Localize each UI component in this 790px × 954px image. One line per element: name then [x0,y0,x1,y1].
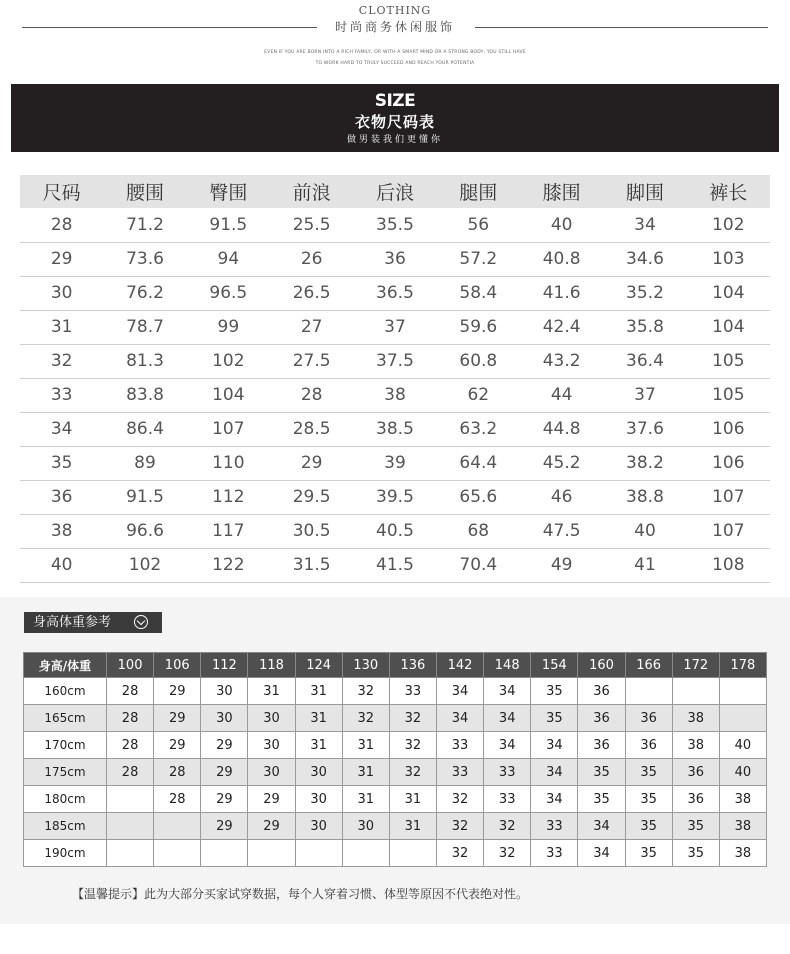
table-cell: 37.6 [603,412,686,446]
table-cell: 34 [20,412,103,446]
table-cell: 28 [107,705,154,732]
table-cell: 40.5 [353,514,436,548]
table-cell: 37 [603,378,686,412]
brand-title: CLOTHING [358,4,432,17]
subtitle-row [0,18,790,36]
table-cell: 31 [389,786,436,813]
size-col-header: 前浪 [270,175,353,208]
size-col-header: 后浪 [353,175,436,208]
table-cell: 36 [672,759,719,786]
warm-tip: 【温馨提示】此为大部分买家试穿数据，每个人穿着习惯、体型等原因不代表绝对性。 [72,887,529,901]
table-cell: 34 [531,732,578,759]
table-cell: 38 [20,514,103,548]
table-cell: 35 [531,678,578,705]
table-cell: 29 [201,813,248,840]
table-cell: 91.5 [187,208,270,242]
table-cell: 43.2 [520,344,603,378]
table-cell: 103 [687,242,770,276]
table-cell: 31 [295,678,342,705]
table-cell: 107 [687,514,770,548]
table-cell: 41 [603,548,686,582]
hw-table-body [24,678,767,867]
table-cell: 44 [520,378,603,412]
table-cell [672,678,719,705]
table-cell: 30 [295,813,342,840]
table-cell: 38 [719,786,766,813]
table-cell: 68 [437,514,520,548]
table-cell: 27 [270,310,353,344]
table-cell: 34 [484,705,531,732]
table-cell: 39 [353,446,436,480]
table-cell: 31 [342,786,389,813]
table-cell [154,840,201,867]
table-cell: 104 [687,276,770,310]
height-row-header: 185cm [24,813,107,840]
table-cell: 25.5 [270,208,353,242]
table-cell: 76.2 [103,276,186,310]
banner-title: 衣物尺码表 [354,113,435,131]
table-cell: 29 [201,786,248,813]
table-cell: 107 [187,412,270,446]
size-table-body [20,208,770,582]
table-cell: 70.4 [437,548,520,582]
table-row [24,705,767,732]
size-table-header-row [20,175,770,208]
table-cell [248,840,295,867]
table-cell: 28.5 [270,412,353,446]
size-col-header: 腿围 [437,175,520,208]
table-row [20,480,770,514]
table-cell: 33 [484,759,531,786]
table-cell: 36 [578,732,625,759]
table-cell: 62 [437,378,520,412]
table-cell: 36 [20,480,103,514]
table-cell: 26.5 [270,276,353,310]
reference-label: 身高体重参考 [33,615,112,630]
table-cell: 30 [201,705,248,732]
table-cell: 32 [389,732,436,759]
table-row [24,732,767,759]
table-cell: 32 [436,786,483,813]
table-cell: 35 [625,759,672,786]
table-cell: 32 [436,813,483,840]
table-cell: 36 [625,705,672,732]
table-cell: 29.5 [270,480,353,514]
table-cell: 35 [531,705,578,732]
height-row-header: 165cm [24,705,107,732]
table-cell: 33 [531,840,578,867]
table-row [20,208,770,242]
table-cell: 40 [719,759,766,786]
height-weight-reference-tab[interactable] [24,612,162,633]
table-cell: 28 [154,759,201,786]
table-cell: 31 [20,310,103,344]
size-col-header: 膝围 [520,175,603,208]
hw-table-header-row [24,653,767,678]
tagline-line-1: EVEN IF YOU ARE BORN INTO A RICH FAMILY, OR WITH A SMART MIND OR A STRONG BODY, YOU STILL HAVE [264,50,526,55]
table-cell: 40 [603,514,686,548]
table-cell: 89 [103,446,186,480]
table-cell: 29 [201,732,248,759]
table-row [20,378,770,412]
weight-col-header: 142 [436,653,483,678]
weight-col-header: 106 [154,653,201,678]
weight-col-header: 100 [107,653,154,678]
table-cell: 40 [719,732,766,759]
table-cell: 32 [389,759,436,786]
table-cell: 33 [389,678,436,705]
table-cell [107,840,154,867]
table-cell [107,813,154,840]
table-cell: 28 [154,786,201,813]
table-cell [154,813,201,840]
hw-corner-header: 身高/体重 [24,653,107,678]
table-cell: 31 [248,678,295,705]
table-cell: 31 [295,705,342,732]
divider-right [475,27,768,28]
table-cell: 37.5 [353,344,436,378]
table-cell: 35.5 [353,208,436,242]
table-cell: 33 [531,813,578,840]
table-cell [719,678,766,705]
table-cell: 32 [20,344,103,378]
table-cell [625,678,672,705]
table-cell: 33 [20,378,103,412]
height-weight-table [23,652,767,867]
table-cell: 30 [342,813,389,840]
table-row [20,242,770,276]
brand-subtitle: 时尚商务休闲服饰 [334,20,455,34]
table-cell: 35 [20,446,103,480]
table-cell: 30.5 [270,514,353,548]
table-cell: 38 [353,378,436,412]
table-cell: 105 [687,344,770,378]
table-cell: 35 [578,759,625,786]
table-cell: 33 [436,732,483,759]
table-cell: 96.6 [103,514,186,548]
table-cell: 34 [484,732,531,759]
table-cell: 60.8 [437,344,520,378]
weight-col-header: 124 [295,653,342,678]
table-cell: 40.8 [520,242,603,276]
table-cell: 47.5 [520,514,603,548]
table-cell: 29 [154,678,201,705]
table-cell: 49 [520,548,603,582]
table-cell: 63.2 [437,412,520,446]
table-cell: 42.4 [520,310,603,344]
table-cell: 38 [672,732,719,759]
table-cell: 32 [389,705,436,732]
table-cell: 106 [687,412,770,446]
table-cell: 78.7 [103,310,186,344]
table-cell: 33 [484,786,531,813]
table-cell: 35 [672,813,719,840]
height-row-header: 190cm [24,840,107,867]
height-row-header: 160cm [24,678,107,705]
weight-col-header: 166 [625,653,672,678]
size-col-header: 臀围 [187,175,270,208]
weight-col-header: 178 [719,653,766,678]
table-row [20,344,770,378]
table-cell: 35 [625,786,672,813]
table-cell: 28 [107,732,154,759]
table-cell: 28 [107,678,154,705]
table-cell: 32 [342,705,389,732]
table-cell: 31 [342,759,389,786]
table-cell: 29 [154,732,201,759]
table-cell: 34 [484,678,531,705]
table-cell: 36 [672,786,719,813]
table-cell: 26 [270,242,353,276]
table-cell: 29 [248,786,295,813]
weight-col-header: 172 [672,653,719,678]
table-cell: 71.2 [103,208,186,242]
table-cell: 30 [248,732,295,759]
table-cell: 102 [187,344,270,378]
banner-subtitle: 做男装我们更懂你 [346,135,443,145]
table-row [24,813,767,840]
table-cell: 40 [520,208,603,242]
size-banner [11,84,779,152]
weight-col-header: 148 [484,653,531,678]
divider-left [22,27,317,28]
table-cell: 104 [687,310,770,344]
table-cell [107,786,154,813]
height-row-header: 180cm [24,786,107,813]
page-header [0,0,790,78]
height-row-header: 170cm [24,732,107,759]
table-row [24,759,767,786]
table-cell: 46 [520,480,603,514]
height-row-header: 175cm [24,759,107,786]
table-cell: 35.2 [603,276,686,310]
table-cell: 34.6 [603,242,686,276]
table-cell: 38.8 [603,480,686,514]
table-cell: 102 [687,208,770,242]
table-row [20,412,770,446]
table-cell: 32 [484,840,531,867]
table-cell: 86.4 [103,412,186,446]
table-cell: 38 [719,813,766,840]
table-row [20,446,770,480]
weight-col-header: 118 [248,653,295,678]
weight-col-header: 130 [342,653,389,678]
table-cell [389,840,436,867]
table-cell [342,840,389,867]
tagline-line-2: TO WORK HARD TO TRULY SUCCEED AND REACH YOUR POTENTIA [315,61,475,66]
size-col-header: 腰围 [103,175,186,208]
table-cell: 106 [687,446,770,480]
table-row [20,276,770,310]
table-cell: 34 [436,678,483,705]
table-cell: 36 [578,705,625,732]
table-cell: 31.5 [270,548,353,582]
table-row [24,840,767,867]
table-cell: 35 [578,786,625,813]
table-cell: 91.5 [103,480,186,514]
table-cell: 57.2 [437,242,520,276]
table-cell: 99 [187,310,270,344]
table-cell: 30 [248,759,295,786]
table-cell: 29 [201,759,248,786]
size-col-header: 裤长 [687,175,770,208]
table-cell: 32 [342,678,389,705]
table-cell: 81.3 [103,344,186,378]
table-cell: 35 [625,813,672,840]
size-col-header: 脚围 [603,175,686,208]
table-cell: 32 [484,813,531,840]
table-cell: 36 [625,732,672,759]
table-cell [295,840,342,867]
table-cell: 38 [672,705,719,732]
table-cell [201,840,248,867]
table-cell: 30 [201,678,248,705]
table-cell: 35 [672,840,719,867]
table-cell: 29 [270,446,353,480]
table-cell: 29 [20,242,103,276]
table-cell: 102 [103,548,186,582]
weight-col-header: 154 [531,653,578,678]
table-cell: 30 [20,276,103,310]
table-cell: 104 [187,378,270,412]
table-cell: 40 [20,548,103,582]
table-cell: 112 [187,480,270,514]
table-cell: 30 [295,786,342,813]
table-cell: 44.8 [520,412,603,446]
table-cell: 30 [295,759,342,786]
table-cell: 56 [437,208,520,242]
table-cell: 32 [436,840,483,867]
table-cell: 35.8 [603,310,686,344]
table-cell: 34 [436,705,483,732]
table-cell: 31 [389,813,436,840]
banner-size-label: SIZE [374,91,416,111]
table-cell: 117 [187,514,270,548]
table-cell: 33 [436,759,483,786]
chevron-down-circle-icon [134,615,148,629]
table-cell: 36 [578,678,625,705]
table-cell: 31 [342,732,389,759]
table-cell: 29 [154,705,201,732]
table-cell [719,705,766,732]
table-row [20,548,770,582]
table-cell: 37 [353,310,436,344]
table-cell: 31 [295,732,342,759]
table-cell: 36.5 [353,276,436,310]
table-cell: 34 [531,786,578,813]
size-col-header: 尺码 [20,175,103,208]
table-cell: 107 [687,480,770,514]
table-cell: 122 [187,548,270,582]
table-row [20,310,770,344]
table-cell: 34 [578,840,625,867]
size-chart-table [20,175,770,583]
table-cell: 34 [578,813,625,840]
table-row [24,678,767,705]
table-cell: 96.5 [187,276,270,310]
table-cell: 36 [353,242,436,276]
table-cell: 35 [625,840,672,867]
table-cell: 105 [687,378,770,412]
table-cell: 38.2 [603,446,686,480]
table-cell: 28 [20,208,103,242]
table-cell: 45.2 [520,446,603,480]
table-cell: 110 [187,446,270,480]
table-cell: 28 [107,759,154,786]
table-cell: 65.6 [437,480,520,514]
weight-col-header: 136 [389,653,436,678]
weight-col-header: 160 [578,653,625,678]
weight-col-header: 112 [201,653,248,678]
table-cell: 28 [270,378,353,412]
table-cell: 41.5 [353,548,436,582]
table-cell: 73.6 [103,242,186,276]
table-cell: 59.6 [437,310,520,344]
table-cell: 27.5 [270,344,353,378]
table-cell: 38 [719,840,766,867]
table-cell: 83.8 [103,378,186,412]
table-cell: 39.5 [353,480,436,514]
table-cell: 29 [248,813,295,840]
table-row [24,786,767,813]
table-cell: 36.4 [603,344,686,378]
table-cell: 58.4 [437,276,520,310]
table-cell: 41.6 [520,276,603,310]
table-row [20,514,770,548]
table-cell: 94 [187,242,270,276]
table-cell: 30 [248,705,295,732]
table-cell: 34 [603,208,686,242]
table-cell: 64.4 [437,446,520,480]
table-cell: 38.5 [353,412,436,446]
table-cell: 108 [687,548,770,582]
table-cell: 34 [531,759,578,786]
